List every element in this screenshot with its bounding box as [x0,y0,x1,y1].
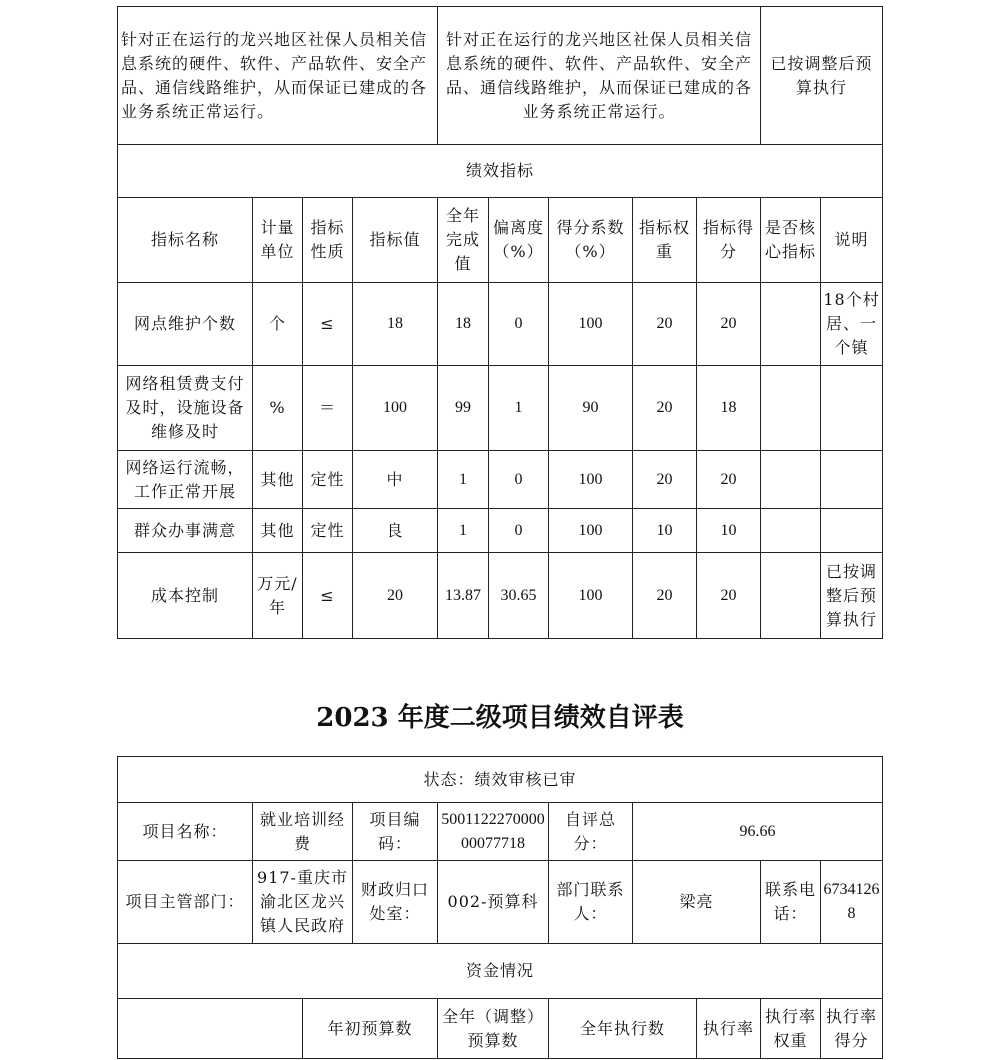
dept: 917-重庆市渝北区龙兴镇人民政府 [253,861,353,944]
header-cell: 计量单位 [253,198,303,283]
actual-value: 18 [438,283,489,366]
note [821,451,883,509]
note [821,509,883,553]
unit: 个 [253,283,303,366]
header-cell: 指标得分 [697,198,761,283]
project-code-label: 项目编码： [353,803,438,861]
note [821,366,883,451]
indicator-name: 网络租赁费支付及时，设施设备维修及时 [118,366,253,451]
indicator-name: 网络运行流畅，工作正常开展 [118,451,253,509]
score-coef: 100 [549,553,633,639]
actual-text: 针对正在运行的龙兴地区社保人员相关信息系统的硬件、软件、产品软件、安全产品、通信线路维护，从而保证已建成的各业务系统正常运行。 [438,7,761,145]
performance-table [117,6,883,639]
phone-label: 联系电话： [761,861,821,944]
is-core [761,451,821,509]
header-cell: 说明 [821,198,883,283]
weight: 10 [633,509,697,553]
actual-value: 1 [438,451,489,509]
is-core [761,283,821,366]
table-row [118,451,883,509]
project-name: 就业培训经费 [253,803,353,861]
goal-text: 针对正在运行的龙兴地区社保人员相关信息系统的硬件、软件、产品软件、安全产品、通信线路维护，从而保证已建成的各业务系统正常运行。 [118,7,438,145]
unit: % [253,366,303,451]
funds-header-cell: 全年（调整）预算数 [438,999,549,1059]
target-value: 20 [353,553,438,639]
note: 18个村居、一个镇 [821,283,883,366]
nature: ≤ [303,283,353,366]
nature: ＝ [303,366,353,451]
self-score-label: 自评总分： [549,803,633,861]
unit: 其他 [253,451,303,509]
note: 已按调整后预算执行 [821,553,883,639]
score-coef: 90 [549,366,633,451]
indicator-name: 群众办事满意 [118,509,253,553]
score: 18 [697,366,761,451]
finance-label: 财政归口处室： [353,861,438,944]
funds-header-cell [118,999,303,1059]
dept-label: 项目主管部门： [118,861,253,944]
weight: 20 [633,283,697,366]
deviation: 0 [489,283,549,366]
contact: 梁亮 [633,861,761,944]
deviation: 30.65 [489,553,549,639]
header-cell: 指标名称 [118,198,253,283]
is-core [761,553,821,639]
header-cell: 全年完成值 [438,198,489,283]
score-coef: 100 [549,451,633,509]
funds-header-cell: 年初预算数 [303,999,438,1059]
section-label-performance: 绩效指标 [118,145,883,198]
target-value: 中 [353,451,438,509]
funds-header-cell: 执行率权重 [761,999,821,1059]
form-title: 2023 年度二级项目绩效自评表 [316,703,684,733]
funds-header-cell: 执行率得分 [821,999,883,1059]
unit: 其他 [253,509,303,553]
goal-row [118,7,883,145]
deviation: 0 [489,451,549,509]
header-cell: 指标权重 [633,198,697,283]
funds-header-cell: 全年执行数 [549,999,697,1059]
dept-row [118,861,883,944]
nature: ≤ [303,553,353,639]
score-coef: 100 [549,509,633,553]
score: 20 [697,553,761,639]
nature: 定性 [303,509,353,553]
score-coef: 100 [549,283,633,366]
target-value: 100 [353,366,438,451]
self-evaluation-form [117,756,883,1059]
score: 20 [697,283,761,366]
finance: 002-预算科 [438,861,549,944]
actual-value: 13.87 [438,553,489,639]
indicator-name: 成本控制 [118,553,253,639]
table-row [118,553,883,639]
deviation: 1 [489,366,549,451]
header-cell: 指标性质 [303,198,353,283]
contact-label: 部门联系人： [549,861,633,944]
goal-remark: 已按调整后预算执行 [761,7,883,145]
header-cell: 指标值 [353,198,438,283]
phone: 67341268 [821,861,883,944]
is-core [761,509,821,553]
header-cell: 得分系数（%） [549,198,633,283]
self-score: 96.66 [633,803,883,861]
score: 10 [697,509,761,553]
project-name-label: 项目名称： [118,803,253,861]
funds-header-row [118,999,883,1059]
actual-value: 99 [438,366,489,451]
indicator-name: 网点维护个数 [118,283,253,366]
table-row [118,509,883,553]
status-text: 状态：绩效审核已审 [118,757,883,803]
weight: 20 [633,451,697,509]
project-row [118,803,883,861]
section-label-funds: 资金情况 [118,944,883,999]
target-value: 良 [353,509,438,553]
funds-header-cell: 执行率 [697,999,761,1059]
header-cell: 偏离度（%） [489,198,549,283]
score: 20 [697,451,761,509]
header-cell: 是否核心指标 [761,198,821,283]
actual-value: 1 [438,509,489,553]
nature: 定性 [303,451,353,509]
table-row [118,283,883,366]
weight: 20 [633,366,697,451]
unit: 万元/年 [253,553,303,639]
header-row [118,198,883,283]
deviation: 0 [489,509,549,553]
target-value: 18 [353,283,438,366]
project-code: 500112227000000077718 [438,803,549,861]
is-core [761,366,821,451]
table-row [118,366,883,451]
weight: 20 [633,553,697,639]
